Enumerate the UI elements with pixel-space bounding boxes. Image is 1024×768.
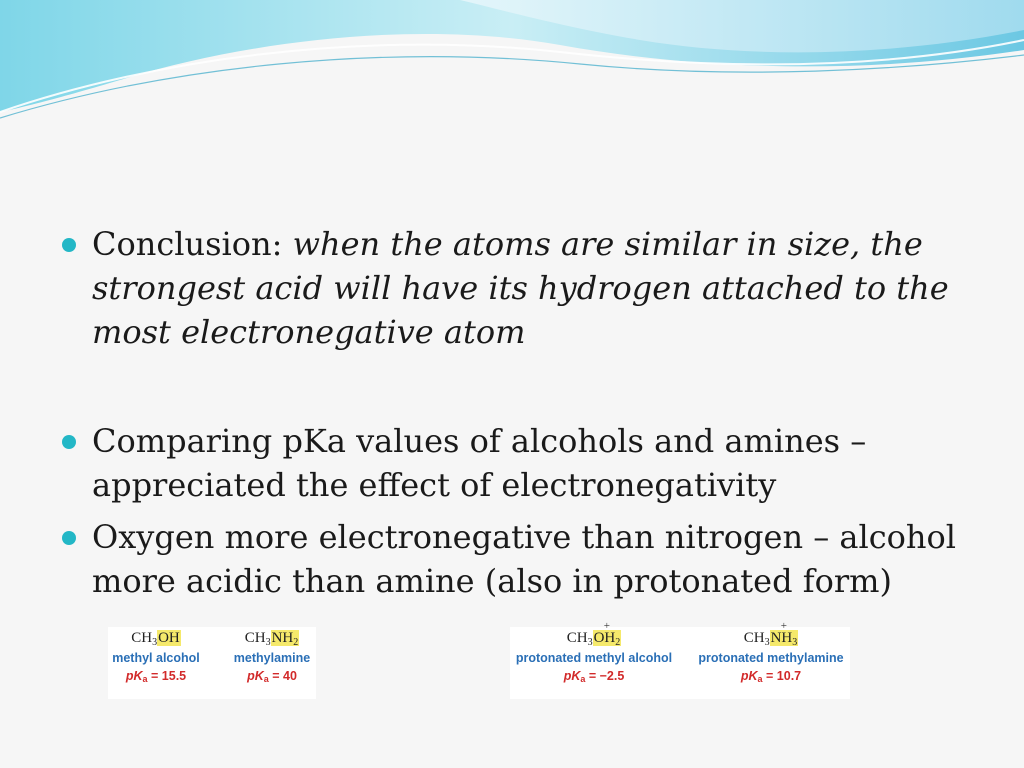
- pka-value: $pK_a = -2.5$: [563, 669, 625, 684]
- highlight-nh3: + $NH_3$: [770, 620, 798, 648]
- molecule-name: methyl alcohol: [112, 651, 200, 665]
- bullet-text: Comparing pKa values of alcohols and amines – appreciated the effect of electronegativity: [92, 422, 867, 504]
- methyl-alcohol-molecule: [108, 627, 204, 685]
- bullet-dot-icon: [62, 238, 76, 252]
- formula: $CH_3NH_2$: [244, 630, 299, 648]
- pka-value: $pK_a = 10.7$: [740, 669, 802, 684]
- pka-value: $pK_a = 15.5$: [125, 669, 187, 684]
- bullet-oxygen-nitrogen: [62, 515, 962, 603]
- conclusion-text: when the atoms are similar in size, the strongest acid will have its hydrogen attached to the most electronegative atom: [92, 225, 949, 351]
- plus-charge: +: [780, 620, 788, 632]
- bullet-dot-icon: [62, 531, 76, 545]
- conclusion-label: Conclusion:: [92, 225, 293, 263]
- protonated-methyl-alcohol-molecule: [512, 620, 676, 685]
- molecule-name: methylamine: [233, 651, 311, 665]
- neutral-molecules-figure: [108, 627, 316, 699]
- bullet-conclusion: [62, 222, 962, 354]
- bullet-dot-icon: [62, 435, 76, 449]
- formula: $CH_3OH$: [131, 630, 180, 648]
- bullet-text: Oxygen more electronegative than nitrogen – alcohol more acidic than amine (also in protonated form): [92, 518, 956, 600]
- conclusion-bullet-block: [62, 222, 962, 354]
- methylamine-molecule: [228, 627, 316, 685]
- header-wave-decoration: [0, 0, 1024, 130]
- formula: $CH_3$ + $OH_2$: [566, 620, 621, 648]
- protonated-molecules-figure: [510, 620, 850, 699]
- plus-charge: +: [603, 620, 611, 632]
- highlight-nh2: $NH_2$: [271, 630, 299, 648]
- highlight-oh: OH: [158, 630, 180, 646]
- molecule-name: protonated methylamine: [698, 651, 844, 665]
- protonated-methylamine-molecule: [694, 620, 848, 685]
- pka-value: $pK_a = 40$: [247, 669, 297, 684]
- comparison-bullet-block: [62, 419, 962, 603]
- bullet-comparing-pka: [62, 419, 962, 507]
- formula: $CH_3$ + $NH_3$: [743, 620, 798, 648]
- highlight-oh2: + $OH_2$: [593, 620, 621, 648]
- molecule-name: protonated methyl alcohol: [515, 651, 673, 665]
